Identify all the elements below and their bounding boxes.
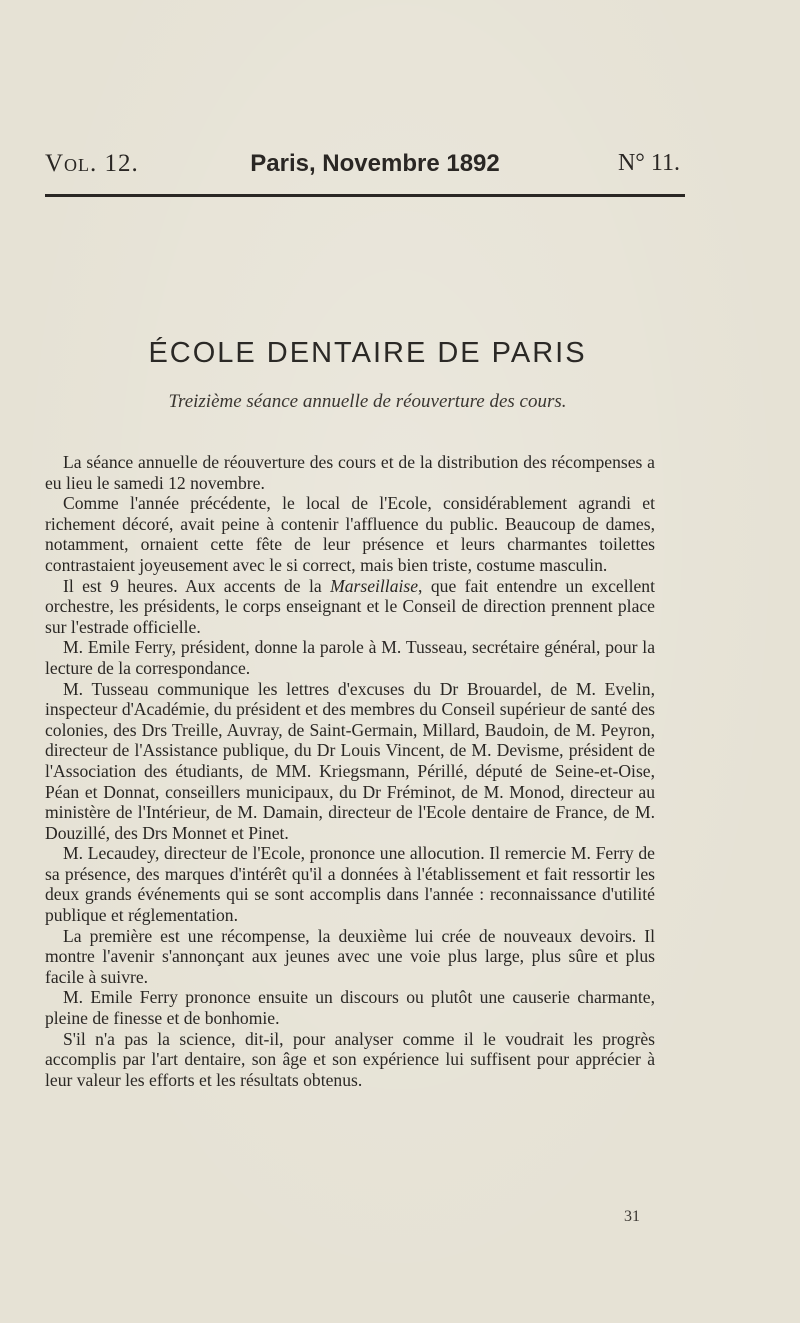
issue-number-label: N° 11.	[617, 150, 680, 176]
page-number: 31	[624, 1208, 640, 1225]
paragraph: M. Emile Ferry prononce ensuite un discours ou plutôt une causerie charmante, pleine de finesse et de bonhomie.	[45, 987, 655, 1029]
volume-label: Vol. 12.	[45, 150, 139, 177]
paragraph: S'il n'a pas la science, dit-il, pour analyser comme il le voudrait les progrès accomplis par l'art dentaire, son âge et son expérience lui suffisent pour apprécier à leur valeur les efforts et les résultats obtenus.	[45, 1028, 655, 1090]
article-subtitle: Treizième séance annuelle de réouverture des cours.	[168, 391, 567, 412]
article-title: ÉCOLE DENTAIRE DE PARIS	[148, 337, 587, 369]
paragraph: M. Lecaudey, directeur de l'Ecole, prononce une allocution. Il remercie M. Ferry de sa présence, des marques d'intérêt qu'il a données à l'établissement et fait ressortir les deux grands événements qui se sont accomplis dans l'année : reconnaissance d'utilité publique et réglementation.	[45, 843, 655, 926]
paragraph: M. Emile Ferry, président, donne la parole à M. Tusseau, secrétaire général, pour la lecture de la correspondance.	[45, 637, 655, 678]
running-header	[45, 150, 680, 190]
article-body	[45, 452, 655, 1090]
header-rule	[45, 194, 685, 197]
paragraph: La séance annuelle de réouverture des cours et de la distribution des récompenses a eu lieu le samedi 12 novembre.	[45, 452, 655, 493]
paragraph: La première est une récompense, la deuxième lui crée de nouveaux devoirs. Il montre l'avenir s'annonçant aux jeunes avec une voie plus large, plus sûre et plus facile à suivre.	[45, 925, 655, 987]
paragraph: Comme l'année précédente, le local de l'Ecole, considérablement agrandi et richement décoré, avait peine à contenir l'affluence du public. Beaucoup de dames, notamment, ornaient cette fête de leur présence et leurs charmantes toilettes contrastaient joyeusement avec le si correct, mais bien triste, costume masculin.	[45, 493, 655, 575]
place-date-label: Paris, Novembre 1892	[250, 150, 500, 177]
paragraph: Il est 9 heures. Aux accents de la Marseillaise, que fait entendre un excellent orchestre, les présidents, le corps enseignant et le Conseil de direction prennent place sur l'estrade officielle.	[45, 575, 655, 637]
paragraph: M. Tusseau communique les lettres d'excuses du Dr Brouardel, de M. Evelin, inspecteur d'Académie, du président et des membres du Conseil supérieur de santé des colonies, des Drs Treille, Auvray, de Saint-Germain, Millard, Baudoin, de M. Peyron, directeur de l'Assistance publique, du Dr Louis Vincent, de M. Devisme, président de l'Association des étudiants, de MM. Kriegsmann, Périllé, député de Seine-et-Oise, Péan et Donnat, conseillers municipaux, du Dr Fréminot, de M. Monod, directeur au ministère de l'Intérieur, de M. Damain, directeur de l'Ecole dentaire de France, de M. Douzillé, des Drs Monnet et Pinet.	[45, 678, 655, 843]
